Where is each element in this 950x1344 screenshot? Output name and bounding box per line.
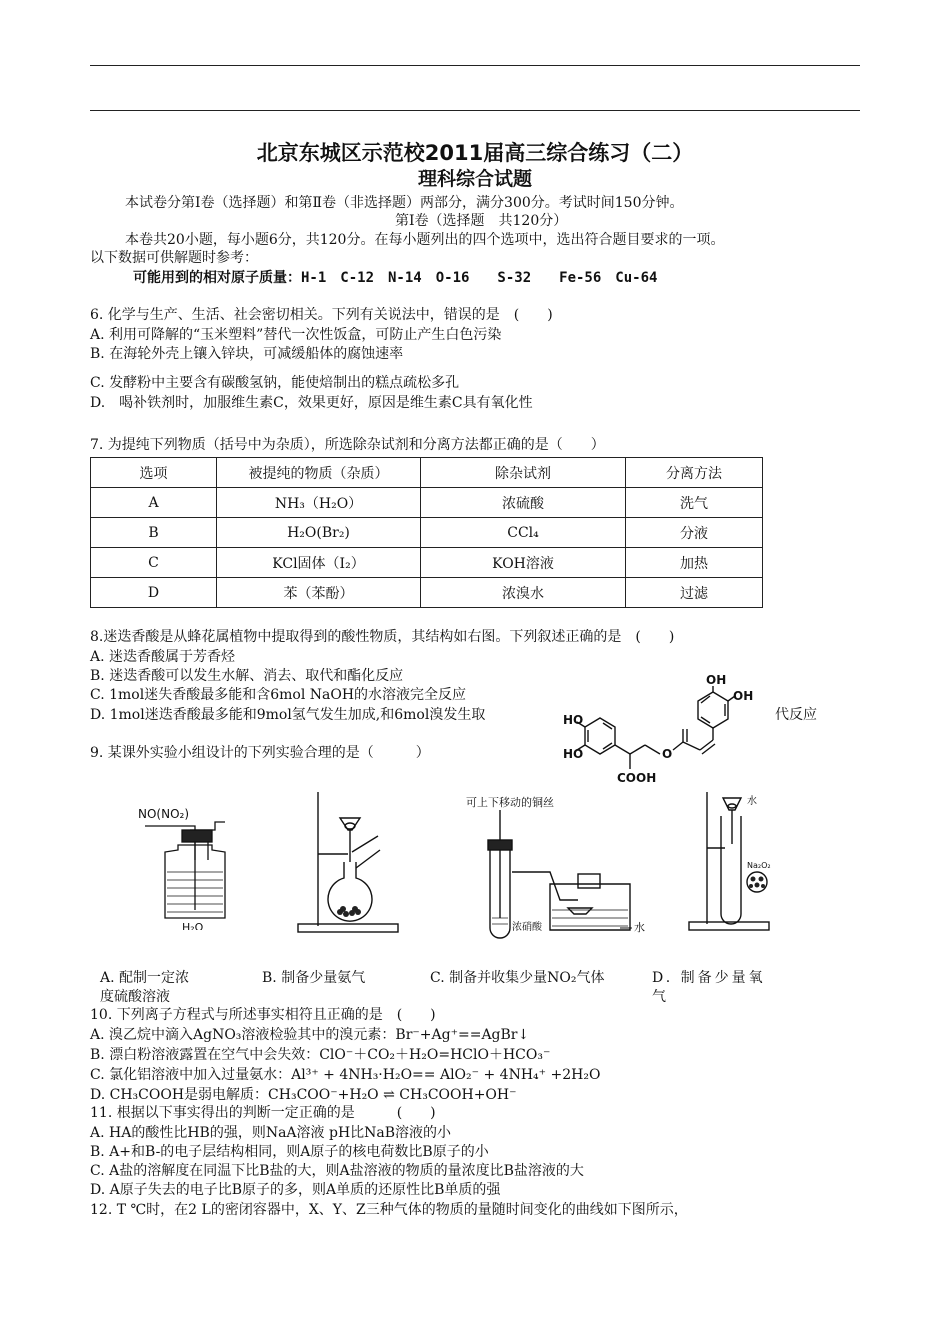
q8-option-d: D. 1mol迷迭香酸最多能和9mol氢气发生加成,和6mol溴发生取 [90,707,486,723]
table-row [91,488,763,518]
q8-stem: 8.迷迭香酸是从蜂花属植物中提取得到的酸性物质，其结构如右图。下列叙述正确的是 ( ) [90,629,675,645]
table-cell: 洗气 [626,488,763,518]
top-rule-1 [90,65,860,66]
table-cell: KCl固体（I₂） [217,548,421,578]
atomic-masses: 可能用到的相对原子质量：H-1 C-12 N-14 O-16 S-32 Fe-56 Cu-64 [133,270,658,286]
intro-line-2: 本卷共20小题，每小题6分，共120分。在每小题列出的四个选项中，选出符合题目要求的一项。 [125,232,725,248]
intro-line-3: 以下数据可供解题时参考： [90,250,258,266]
table-cell: C [91,548,217,578]
na2o2-label: Na₂O₂ [747,861,771,870]
col-header: 被提纯的物质（杂质） [217,458,421,488]
acid-label: 浓硝酸 [512,922,542,933]
q10-option-c: C. 氯化铝溶液中加入过量氨水：Al³⁺ + 4NH₃·H₂O== AlO₂⁻ + 4NH₄⁺ +2H₂O [90,1067,601,1083]
table-cell: 过滤 [626,578,763,608]
q10-stem: 10. 下列离子方程式与所述事实相符且正确的是 ( ) [90,1007,436,1023]
q9-option-a-line2: 度硫酸溶液 [100,989,170,1005]
wire-label: 可上下移动的铜丝 [466,796,554,809]
q9-option-d-line2: 气 [652,989,666,1005]
water-label: 水 [747,796,757,807]
col-header: 选项 [91,458,217,488]
page-title: 北京东城区示范校2011届高三综合练习（二） [256,141,694,165]
water-bath-label: 水 [634,921,645,934]
q11-stem: 11. 根据以下事实得出的判断一定正确的是 ( ) [90,1105,436,1121]
q11-option-b: B. A+和B-的电子层结构相同，则A原子的核电荷数比B原子的小 [90,1144,489,1160]
q8-option-d-tail: 代反应 [775,707,817,723]
table-row [91,548,763,578]
carboxyl-label: COOH [617,771,657,785]
q10-option-b: B. 漂白粉溶液露置在空气中会失效：ClO⁻＋CO₂＋H₂O=HClO＋HCO₃⁻ [90,1047,551,1063]
table-cell: 苯（苯酚） [217,578,421,608]
table-cell: D [91,578,217,608]
q9-option-b: B. 制备少量氨气 [262,970,366,986]
table-cell: A [91,488,217,518]
intro-line-1: 本试卷分第Ⅰ卷（选择题）和第Ⅱ卷（非选择题）两部分，满分300分。考试时间150分钟。 [125,195,684,211]
rosmarinic-acid-structure [563,672,768,792]
q8-option-b: B. 迷迭香酸可以发生水解、消去、取代和酯化反应 [90,668,404,684]
apparatus-d-oxygen [685,788,785,938]
q6-option-d: D. 喝补铁剂时，加服维生素C，效果更好，原因是维生素C具有氧化性 [90,395,533,411]
oh-label: OH [733,689,754,703]
q9-stem: 9. 某课外实验小组设计的下列实验合理的是（ ） [90,745,430,761]
section-heading: 第Ⅰ卷（选择题 共120分） [395,213,568,229]
apparatus-b-flask [290,788,410,938]
q7-stem: 7. 为提纯下列物质（括号中为杂质），所选除杂试剂和分离方法都正确的是（ ） [90,437,605,453]
q10-option-a: A. 溴乙烷中滴入AgNO₃溶液检验其中的溴元素：Br⁻+Ag⁺==AgBr↓ [90,1027,530,1043]
q9-option-c: C. 制备并收集少量NO₂气体 [430,970,605,986]
q8-option-c: C. 1mol迷失香酸最多能和含6mol NaOH的水溶液完全反应 [90,687,467,703]
q6-option-c: C. 发酵粉中主要含有碳酸氢钠，能使焙制出的糕点疏松多孔 [90,375,460,391]
oh-label: OH [706,673,727,687]
table-cell: KOH溶液 [421,548,626,578]
table-cell: 浓溴水 [421,578,626,608]
apparatus-a-wash-bottle [130,800,240,930]
table-cell: H₂O(Br₂) [217,518,421,548]
table-cell: NH₃（H₂O） [217,488,421,518]
table-row [91,578,763,608]
top-rule-2 [90,110,860,111]
q11-option-d: D. A原子失去的电子比B原子的多，则A单质的还原性比B单质的强 [90,1182,501,1198]
q10-option-d: D. CH₃COOH是弱电解质：CH₃COO⁻+H₂O ⇌ CH₃COOH+OH⁻ [90,1087,517,1103]
q8-option-a: A. 迷迭香酸属于芳香烃 [90,649,236,665]
table-header-row [91,458,763,488]
col-header: 除杂试剂 [421,458,626,488]
q9-option-a-line1: A. 配制一定浓 [100,970,190,986]
q6-option-b: B. 在海轮外壳上镶入锌块，可减缓船体的腐蚀速率 [90,346,404,362]
table-cell: CCl₄ [421,518,626,548]
table-cell: 浓硫酸 [421,488,626,518]
q6-option-a: A. 利用可降解的“玉米塑料”替代一次性饭盒，可防止产生白色污染 [90,327,502,343]
table-cell: 加热 [626,548,763,578]
page-subtitle: 理科综合试题 [417,168,532,190]
table-cell: B [91,518,217,548]
oh-label: HO [563,713,584,727]
q11-option-c: C. A盐的溶解度在同温下比B盐的大，则A盐溶液的物质的量浓度比B盐溶液的大 [90,1163,584,1179]
q9-option-d-line1: D. 制备少量氧 [652,970,766,986]
gas-label: NO(NO₂) [138,807,190,821]
apparatus-c-copper-wire [460,790,655,940]
col-header: 分离方法 [626,458,763,488]
water-label: H₂O [182,921,204,930]
q7-table [90,457,763,608]
q12-stem: 12. T ℃时，在2 L的密闭容器中，X、Y、Z三种气体的物质的量随时间变化的曲线如下图所示， [90,1202,688,1218]
oh-label: HO [563,747,584,761]
table-cell: 分液 [626,518,763,548]
table-row [91,518,763,548]
q11-option-a: A. HA的酸性比HB的强，则NaA溶液 pH比NaB溶液的小 [90,1125,452,1141]
ester-oxygen-label: O [662,747,673,761]
q6-stem: 6. 化学与生产、生活、社会密切相关。下列有关说法中，错误的是 ( ) [90,307,553,323]
